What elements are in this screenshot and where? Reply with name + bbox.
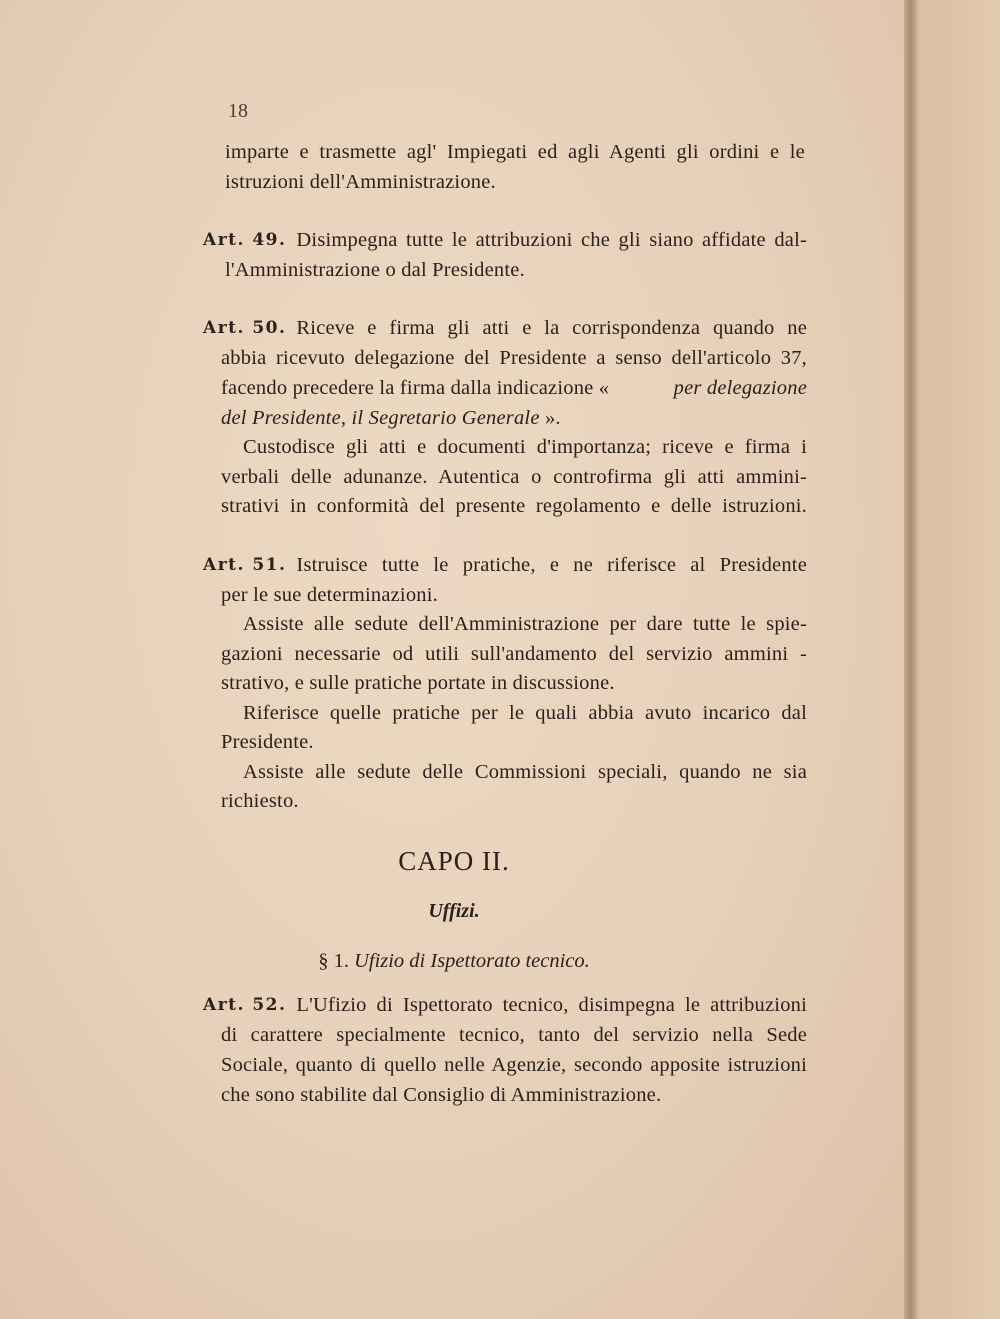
text-line: Custodisce gli atti e documenti d'importanza; riceve e firma i [243, 436, 807, 458]
text-line: per le sue determinazioni. [221, 584, 438, 606]
italic-fragment: per delegazione [673, 377, 807, 399]
book-gutter [904, 0, 918, 1319]
text-line [221, 403, 561, 433]
text-line: verbali delle adunanze. Autentica o controfirma gli atti ammini- [221, 466, 807, 488]
text-fragment: ». [544, 407, 561, 429]
text-line: richiesto. [221, 790, 299, 812]
text-line: gazioni necessarie od utili sull'andamento del servizio ammini - [221, 643, 807, 665]
italic-fragment: del Presidente, il Segretario Generale [221, 407, 540, 429]
text-line: imparte e trasmette agl' Impiegati ed agli Agenti gli ordini e le [225, 141, 805, 163]
text-line: Assiste alle sedute delle Commissioni speciali, quando ne sia [243, 761, 807, 783]
text-line [221, 373, 807, 403]
page-number: 18 [228, 100, 248, 122]
text-line: l'Amministrazione o dal Presidente. [225, 259, 525, 281]
text-line: Riferisce quelle pratiche per le quali abbia avuto incarico dal [243, 702, 807, 724]
text-line: strativo, e sulle pratiche portate in discussione. [221, 672, 615, 694]
text-line: che sono stabilite dal Consiglio di Amministrazione. [221, 1084, 662, 1106]
article-label: Art. 49. [203, 230, 287, 250]
article-label: Art. 50. [203, 318, 287, 338]
text-line: Riceve e firma gli atti e la corrispondenza quando ne [296, 317, 807, 339]
chapter-heading: CAPO II. [398, 846, 510, 876]
text-line: Assiste alle sedute dell'Amministrazione per dare tutte le spie- [243, 613, 807, 635]
text-line: Disimpegna tutte le attribuzioni che gli siano affidate dal- [296, 229, 807, 251]
text-line: di carattere specialmente tecnico, tanto del servizio nella Sede [221, 1024, 807, 1046]
article-51-line [203, 550, 807, 580]
section-mark: § 1. [318, 950, 349, 972]
adjacent-page-edge [918, 0, 1000, 1319]
text-line: Presidente. [221, 731, 314, 753]
chapter-subtitle: Uffizi. [428, 900, 480, 922]
text-line: Istruisce tutte le pratiche, e ne riferisce al Presidente [296, 554, 807, 576]
section-heading [0, 950, 908, 973]
article-50-line [203, 313, 807, 343]
text-fragment: facendo precedere la firma dalla indicazione « [221, 377, 610, 399]
article-label: Art. 52. [203, 995, 287, 1015]
text-line: Sociale, quanto di quello nelle Agenzie, secondo apposite istruzioni [221, 1054, 807, 1076]
text-line: strativi in conformità del presente regolamento e delle istruzioni. [221, 495, 807, 517]
article-49-line [203, 225, 807, 255]
article-label: Art. 51. [203, 555, 287, 575]
text-line: abbia ricevuto delegazione del Presidente a senso dell'articolo 37, [221, 347, 807, 369]
text-line: istruzioni dell'Amministrazione. [225, 171, 496, 193]
text-line: L'Ufizio di Ispettorato tecnico, disimpegna le attribuzioni [296, 994, 807, 1016]
section-title: Ufizio di Ispettorato tecnico. [354, 950, 590, 972]
article-52-line [203, 990, 807, 1020]
